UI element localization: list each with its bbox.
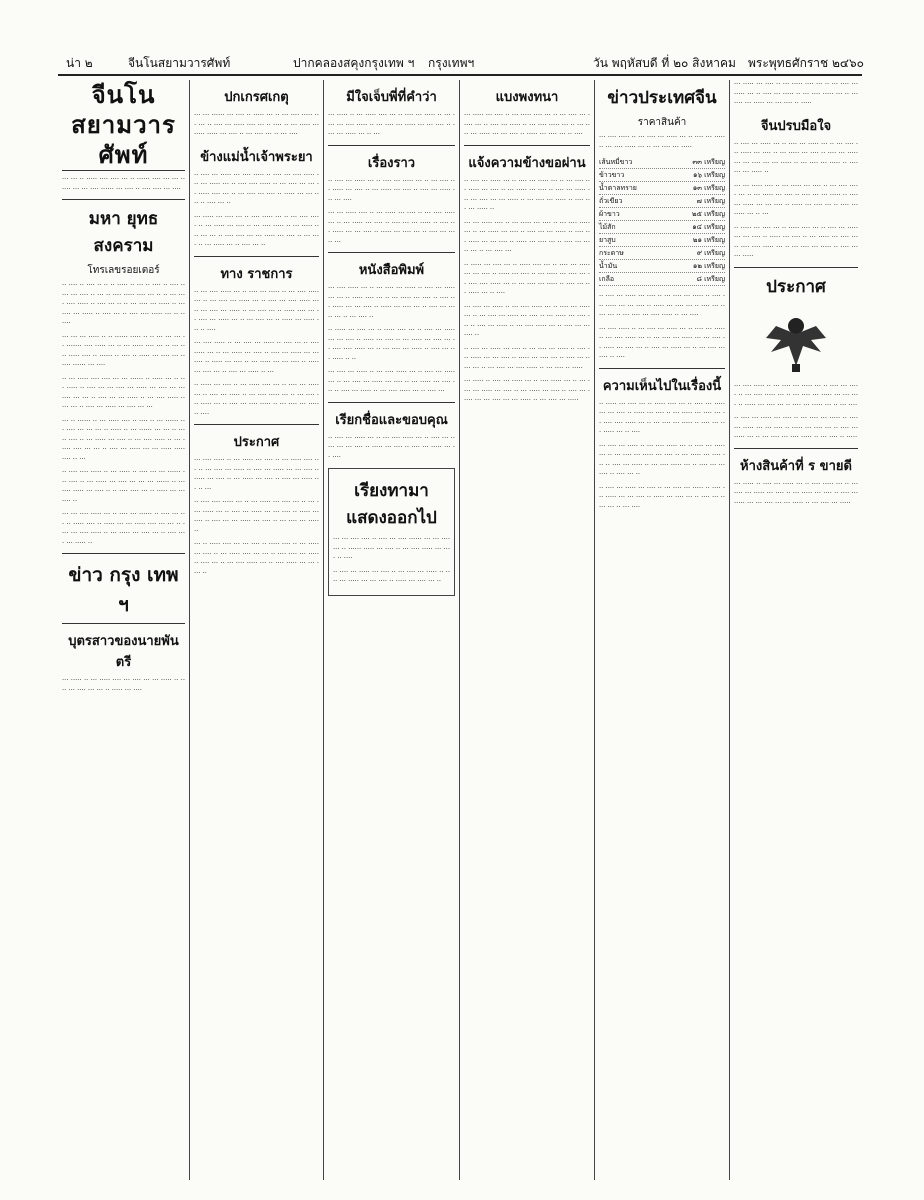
list-item: ข้าวขาว ๑๖ เหรียญ (599, 169, 725, 182)
page-number: น่า ๒ (66, 56, 93, 70)
headline-col6-1: จีนปรบมือใจ (760, 118, 832, 134)
list-item: น้ำตาลทราย ๑๓ เหรียญ (599, 182, 725, 195)
section-bangkok-news: ข่าว กรุง เทพ ฯ (62, 560, 185, 624)
headline-col5-2: ความเห็นไปในเรื่องนี้ (602, 378, 722, 394)
issue-year: พระพุทธศักราช ๒๔๖๐ (748, 56, 864, 70)
list-item: น้ำมัน ๑๒ เหรียญ (599, 260, 725, 273)
headline-col4-1: แบงพงทนา (495, 90, 559, 105)
city: ปากคลองสคุงกรุงเทพ ฯ (293, 56, 415, 70)
column-6: ··· ····· ··· ···· ·· ··· ····· ···· ··· ·· ··· ···· ··· ····· ··· ·· ···· ··· ····· ·· ··· ···· ····· ··· ·· ··· ···· ··· ····· ··· ··· ···· ·· ····· จีนปรบมือใจ ·· ···· ··· ····· ··· ·· ···· ··· ····· ··· ·· ··· ···· ··· ····· ··· ···· ·· ··· ····· ··· ···· ·· ···· ··· ····· ··· ··· ···· ··· ··· ····· ·· ··· ···· ··· ····· ·· ···· ··· ··· ····· ·· ··· ··· ····· ···· ·· ··· ····· ··· ···· ·· ··· ···· ····· ··· ·· ··· ····· ··· ···· ·· ···· ··· ··· ····· ·· ···· ··· ····· ··· ··· ···· ·· ····· ··· ···· ··· ·· ···· ··· ····· ··· ·· ··· ·· ····· ··· ···· ··· ·· ····· ···· ··· ·· ···· ··· ····· ··· ··· ···· ·· ····· ··· ···· ·· ··· ····· ··· ···· ··· ·· ···· ···· ····· ··· ·· ··· ···· ··· ····· ·· ···· ··· ··· ····· ประกาศ ··· ···· ····· ·· ··· ···· ··· ····· ··· ·· ···· ··· ····· ·· ··· ···· ····· ··· ·· ··· ···· ··· ····· ··· ··· ···· ·· ····· ··· ···· ··· ·· ···· ··· ····· ··· ·· ··· ···· ·· ···· ··· ····· ··· ···· ·· ··· ···· ··· ····· ·· ···· ··· ····· ··· ··· ···· ·· ····· ··· ···· ··· ·· ···· ··· ····· ··· ·· ··· ···· ··· ···· ····· ·· ··· ···· ·· ····· ห้างสินค้าที่ ร ขายดี ··· ····· ·· ···· ··· ····· ··· ·· ···· ····· ··· ·· ··· ···· ··· ····· ··· ···· ·· ··· ····· ··· ···· ·· ···· ··· ····· ··· ··· ···· ··· ··· ····· ·· ··· ···· ··· ····· (734, 80, 858, 507)
headline-col6-2: ประกาศ (766, 276, 826, 297)
headline-col4-2: แจ้งความข้างขอผ่าน (468, 155, 586, 171)
paper-name: จีนโนสยามวารศัพท์ (128, 56, 231, 70)
headline-col3-2: เรื่องราว (367, 155, 416, 171)
headline-major-daughter: บุตรสาวของนายพันตรี (68, 634, 179, 670)
list-item: ผ้าขาว ๒๕ เหรียญ (599, 208, 725, 221)
column-1: จีนโนสยามวารศัพท์ ··· ··· ·· ····· ···· ···· ··· ·· ······ ···· ··· ··· ·· ···· ··· ··· ···· ······ ··· ···· ·· ···· ···· ··· ···· มหา ยุทธสงคราม โทรเลขรอยเตอร์ ·· ···· ·· ···· ·· ·· ·· ····· ·· ··· ·· ···· ·· ···· ····· ··· ···· ·· ··· ·· ···· ····· ···· ··· ·· ·· ··· ···· ···· ····· ·· ···· ··· ·· ·· ··· ···· ··· ····· ·· ··· ···· ··· ····· ·· ···· ··· ·· ···· ···· ····· ··· ·· ·· ···· ··· ··· ··· ····· ·· ·· ······ ····· ·· ·· ··· ··· ··· ·· ······· ···· ····· ··· ·· ··· ····· ···· ··· ·· ··· ···· ····· ···· ·· ······ ·· ···· ·· ····· ··· ···· ··· ·· ···· ······ ··· ···· ·· ··· ····· ···· ···· ··· ··· ······ ·· ····· ··· ·· ··· ····· ·· ···· ··· ··· ···· ··· ····· ··· ···· ··· ··· ···· ··· ··· ·· ···· ··· ··· ····· ·· ··· ···· ····· ·· ··· ··· ·· ···· ··· ····· ··· ···· ··· ··· ··· ·· ······ ·· ··· ····· ···· ·· ···· ·· ··· ······ ··· ···· ··· ··· ··· ·· ····· ·· ··· ······ ··· ··· ·· ····· ···· ·· ··· ····· ··· ···· ·· ··· ···· ····· ·· ··· ····· ···· ··· ··· ·· ···· ··· ····· ··· ··· ····· ····· ···· ·· ··· ·· ···· ···· ····· ·· ··· ····· ·· ···· ··· ··· ······ ··· ···· ·· ··· ····· ··· ···· ··· ··· ··· ······ ·· ··· ···· ····· ··· ···· ·· ·· ···· ···· ··· ·· ····· ··· ··· ···· ·· ··· ··· ···· ····· ··· ·· ···· ··· ······ ·· ···· ··· ··· ·· ····· ···· ·· ····· ··· ··· ····· ···· ··· ··· ·· ···· ··· ···· ····· ·· ··· ····· ··· ···· ··· ·· ···· ···· ··· ····· ·· ข่าว กรุง เทพ ฯ บุตรสาวของนายพันตรี ··· ····· ·· ··· ····· ···· ··· ···· ··· ··· ····· ·· ···· ··· ···· ··· ··· ·· ····· ··· ···· (58, 80, 190, 1180)
headline-col3-4: เรียกชื่อและขอบคุณ (335, 412, 448, 428)
headline-col2-3: ทาง ราชการ (220, 266, 293, 282)
headline-col2-2: ข้างแม่น้ำเจ้าพระยา (200, 149, 313, 165)
notice-box: เรียงทามาแสดงออกไป ··· ··· ···· ···· ·· ···· ··· ···· ······ ··· ··· ···· ··· ·· ······ ····· ··· ···· ·· ··· ···· ····· ··· ···· ·· ···· ·· ···· ··· ····· ··· ···· ·· ··· ···· ··· ····· ·· ···· ··· ····· ··· ··· ···· ·· ····· ··· ···· ··· ·· (328, 468, 455, 596)
list-item: เส้นหมี่ขาว ๓๓ เหรียญ (599, 156, 725, 169)
column-2: ปกเกรศเกตุ ··· ··· ······ ··· ···· ·· ····· ··· ·· ··· ···· ····· ··· ··· ·· ···· ··· ····· ···· ··· ·· ···· ·· ··· ····· ··· ····· ····· ··· ···· ·· ··· ···· ··· ·· ··· ···· ข้างแม่น้ำเจ้าพระยา ·· ···· ··· ····· ··· ···· ····· ·· ···· ··· ···· ····· ··· ··· ····· ··· ·· ···· ···· ····· ·· ··· ···· ··· ··· ·· ····· ···· ··· ·· ··· ···· ··· ···· ·· ····· ··· ··· ···· ·· ···· ··· ·· ··· ····· ··· ···· ··· ·· ···· ····· ··· ·· ··· ···· ····· ·· ··· ····· ··· ···· ·· ··· ···· ····· ·· ··· ····· ···· ··· ··· ·· ···· ···· ··· ··· ····· ··· ···· ·· ··· ···· ·· ··· ····· ··· ·· ···· ··· ·· ทาง ราชการ ·· ··· ···· ····· ··· ·· ···· ··· ····· ·· ··· ···· ····· ··· ·· ··· ···· ··· ····· ··· ·· ···· ··· ···· ····· ··· ·· ··· ···· ··· ····· ·· ··· ···· ··· ·· ····· ···· ··· ·· ···· ··· ····· ··· ·· ··· ···· ··· ·· ····· ··· ····· ··· ·· ···· ··· ···· ····· ·· ··· ···· ··· ····· ·· ···· ··· ·· ···· ····· ··· ·· ··· ····· ··· ···· ·· ···· ··· ····· ··· ··· ···· ·· ····· ··· ···· ·· ··· ····· ··· ··· ···· ·· ····· ··· ···· ··· ·· ···· ··· ····· ·· ··· ·· ····· ··· ···· ·· ··· ····· ···· ··· ·· ···· ··· ····· ··· ·· ···· ··· ····· ·· ··· ···· ····· ··· ·· ··· ···· ··· ····· ··· ·· ···· ··· ···· ····· ·· ··· ···· ··· ····· ·· ···· ประกาศ ··· ···· ····· ·· ··· ····· ··· ···· ·· ··· ····· ···· ··· ·· ··· ···· ··· ····· ·· ···· ··· ····· ··· ··· ···· ·· ····· ··· ···· ·· ··· ····· ··· ···· ·· ···· ··· ····· ··· ·· ··· ·· ···· ···· ····· ··· ·· ··· ····· ··· ···· ··· ·· ··· ···· ····· ··· ·· ···· ··· ····· ··· ··· ···· ·· ····· ··· ···· ·· ···· ··· ··· ····· ··· ···· ·· ··· ···· ··· ····· ·· ··· ·· ····· ···· ··· ··· ···· ·· ····· ···· ·· ··· ····· ··· ···· ·· ··· ····· ···· ··· ··· ·· ···· ···· ··· ····· ·· ···· ··· ·· ··· ···· ····· ··· ·· ···· ····· ··· ··· ···· ·· (190, 80, 324, 1180)
headline-col3-3: หนังสือพิมพ์ (358, 263, 425, 278)
masthead: จีนโนสยามวารศัพท์ (62, 80, 185, 171)
list-item: ยาสูบ ๒๑ เหรียญ (599, 234, 725, 247)
issue-date: วัน พฤหัสบดี ที่ ๒๐ สิงหาคม (593, 56, 736, 70)
newspaper-columns (58, 80, 862, 1180)
list-item: เกลือ ๘ เหรียญ (599, 273, 725, 286)
price-list (599, 156, 725, 286)
headline-col2-4: ประกาศ (233, 435, 280, 450)
headline-china-news: ข่าวประเทศจีน (607, 88, 717, 108)
column-3: มีใจเจ็บพี่ที่คำว่า ··· ····· ·· ··· ····· ···· ··· ·· ···· ··· ····· ·· ··· ···· ··· ···· ····· ·· ··· ···· ··· ····· ··· ··· ···· ·· ···· ··· ····· ··· ·· ··· เรื่องราว ·· ···· ··· ····· ··· ·· ···· ··· ····· ··· ·· ··· ···· ··· ····· ··· ···· ·· ··· ····· ··· ···· ·· ···· ··· ····· ··· ··· ···· ··· ··· ····· ···· ·· ··· ····· ··· ···· ·· ··· ···· ····· ··· ·· ··· ····· ··· ···· ·· ···· ··· ··· ····· ·· ···· ··· ····· ··· ··· ···· ·· ····· ··· ···· ··· ·· ···· ··· ····· ··· หนังสือพิมพ์ ··· ···· ····· ··· ·· ··· ···· ··· ····· ·· ···· ··· ····· ··· ··· ·· ····· ···· ··· ·· ··· ····· ··· ···· ·· ···· ··· ····· ··· ··· ···· ·· ····· ··· ···· ··· ·· ···· ··· ····· ··· ·· ··· ···· ·· ·· ····· ··· ···· ··· ·· ····· ···· ··· ·· ···· ··· ····· ··· ··· ···· ·· ····· ··· ···· ·· ··· ····· ··· ···· ··· ·· ···· ···· ····· ··· ·· ··· ···· ··· ····· ·· ···· ··· ··· ····· ·· ·· ··· ···· ··· ····· ·· ··· ···· ····· ··· ·· ···· ··· ····· ··· ·· ··· ···· ··· ····· ··· ···· ·· ··· ····· ··· ···· ··· ·· ···· ··· ····· ·· ··· ···· ····· ··· ·· ···· ··· เรียกชื่อและขอบคุณ ·· ···· ··· ····· ··· ·· ··· ···· ····· ··· ·· ···· ··· ····· ··· ··· ···· ·· ····· ··· ···· ·· ···· ··· ····· ··· ·· ···· เรียงทามาแสดงออกไป ··· ··· ···· ···· ·· ···· ··· ···· ······ ··· ··· ···· ··· ·· ······ ····· ··· ···· ·· ··· ···· ····· ··· ···· ·· ···· ·· ···· ··· ····· ··· ···· ·· ··· ···· ··· ····· ·· ···· ··· ····· ··· ··· ···· ·· ····· ··· ···· ··· ·· (324, 80, 460, 1180)
headline-great-war: มหา ยุทธสงคราม (88, 209, 159, 256)
column-5: ข่าวประเทศจีน ราคาสินค้า ··· ···· ····· ·· ··· ···· ··· ····· ··· ·· ···· ··· ····· ·· ··· ···· ····· ··· ·· ··· ···· ··· ····· เส้นหมี่ขาว ๓๓ เหรียญ ข้าวขาว ๑๖ เหรียญ น้ำตาลทราย ๑๓ เหรียญ ถั่วเขียว ๗ เหรียญ ผ้าขาว ๒๕ เหรียญ ไม้สัก ๑๔ เหรียญ ยาสูบ ๒๑ เหรียญ กระดาษ ๙ เหรียญ น้ำมัน ๑๒ เหรียญ เกลือ ๘ เหรียญ ·· ···· ··· ····· ··· ···· ·· ··· ···· ··· ····· ·· ···· ··· ····· ··· ··· ···· ·· ····· ··· ···· ··· ·· ···· ··· ····· ··· ·· ··· ···· ··· ···· ····· ·· ··· ···· ··· ···· ····· ·· ··· ···· ··· ····· ··· ·· ···· ··· ····· ·· ··· ···· ····· ··· ·· ··· ···· ··· ····· ··· ··· ···· ·· ····· ··· ···· ··· ·· ···· ··· ····· ··· ·· ··· ···· ··· ···· ·· ···· ความเห็นไปในเรื่องนี้ ·· ····· ··· ···· ··· ·· ····· ···· ··· ·· ···· ··· ····· ··· ··· ···· ·· ····· ··· ···· ·· ··· ····· ··· ···· ··· ·· ···· ···· ····· ··· ·· ··· ···· ··· ····· ·· ···· ··· ··· ····· ··· ·· ···· ··· ···· ··· ····· ·· ··· ···· ····· ··· ·· ···· ··· ····· ··· ·· ··· ···· ··· ····· ··· ···· ·· ··· ····· ··· ···· ··· ·· ···· ··· ····· ·· ··· ···· ····· ··· ·· ···· ··· ··· ···· ·· ···· ··· ·· ·· ···· ··· ····· ··· ···· ·· ··· ···· ··· ····· ·· ···· ··· ····· ··· ··· ···· ·· ····· ··· ···· ··· ·· ···· ··· ····· ··· ·· ··· ···· (595, 80, 730, 1180)
headline-col3-big: เรียงทามาแสดงออกไป (346, 481, 437, 528)
headline-col6-3: ห้างสินค้าที่ ร ขายดี (740, 458, 852, 474)
headline-col2-1: ปกเกรศเกตุ (224, 90, 289, 105)
section: กรุงเทพฯ (428, 56, 475, 70)
headline-col3-1: มีใจเจ็บพี่ที่คำว่า (346, 90, 437, 105)
page-header (58, 50, 862, 76)
list-item: ถั่วเขียว ๗ เหรียญ (599, 195, 725, 208)
garuda-emblem-icon (761, 306, 831, 376)
list-item: ไม้สัก ๑๔ เหรียญ (599, 221, 725, 234)
subhead-prices: ราคาสินค้า (637, 117, 687, 128)
subhead-reuters: โทรเลขรอยเตอร์ (87, 265, 160, 276)
column-4: แบงพงทนา ··· ····· ··· ···· ·· ··· ····· ···· ··· ·· ··· ···· ··· ····· ··· ·· ···· ··· ····· ·· ··· ···· ····· ··· ·· ··· ···· ··· ····· ··· ··· ···· ·· ····· ··· ···· ··· ·· ···· แจ้งความข้างขอผ่าน ·· ···· ··· ····· ··· ·· ···· ··· ····· ··· ·· ··· ···· ··· ····· ··· ···· ·· ··· ····· ··· ···· ·· ···· ··· ····· ··· ··· ···· ··· ··· ····· ·· ··· ···· ··· ····· ·· ···· ··· ··· ····· ·· ··· ··· ····· ···· ·· ··· ····· ··· ···· ·· ··· ···· ····· ··· ·· ··· ····· ··· ···· ·· ···· ··· ··· ····· ·· ···· ··· ····· ··· ··· ···· ·· ····· ··· ···· ··· ·· ···· ··· ····· ··· ·· ··· ···· ··· ·· ····· ··· ···· ··· ·· ····· ···· ··· ·· ···· ··· ····· ··· ··· ···· ·· ····· ··· ···· ·· ··· ····· ··· ···· ··· ·· ···· ···· ····· ··· ·· ··· ···· ··· ····· ·· ···· ··· ··· ····· ··· ·· ···· ··· ···· ··· ····· ·· ··· ···· ····· ··· ·· ···· ··· ····· ··· ·· ··· ···· ··· ····· ··· ···· ·· ··· ····· ··· ···· ··· ·· ···· ··· ····· ·· ··· ···· ····· ··· ·· ···· ··· ··· ···· ·· ·· ···· ··· ····· ··· ···· ·· ··· ···· ··· ····· ·· ···· ··· ····· ··· ··· ···· ·· ····· ··· ···· ··· ·· ···· ··· ····· ··· ·· ··· ···· ··· ···· ····· ·· ··· ···· ·· ····· ··· ····· ·· ···· ··· ····· ··· ·· ···· ····· ··· ·· ··· ···· ··· ····· ··· ···· ·· ··· ····· ··· ···· ·· ···· ··· ····· ··· ··· ···· ··· ··· ····· ·· ··· ···· ··· ····· (460, 80, 595, 1180)
list-item: กระดาษ ๙ เหรียญ (599, 247, 725, 260)
